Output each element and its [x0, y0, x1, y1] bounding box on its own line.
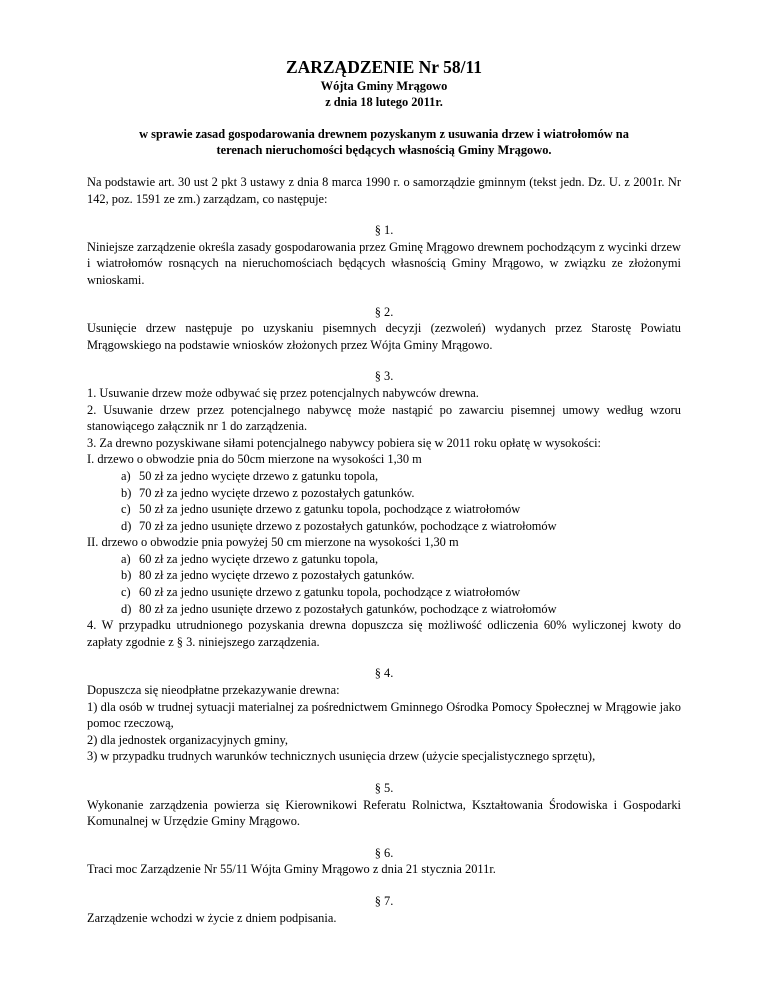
group-1-title: I. drzewo o obwodzie pnia do 50cm mierzone na wysokości 1,30 m	[87, 452, 422, 467]
section-3-point-1: 1. Usuwanie drzew może odbywać się przez potencjalnych nabywców drewna.	[87, 385, 479, 400]
section-1-text: Niniejsze zarządzenie określa zasady gospodarowania przez Gminę Mrągowo drewnem pochodzącym z wycinki drzew i wiatrołomów rosnących na nieruchomościach będących własnością Gminy Mrągowo, w związku ze złożonymi wnioskami.	[87, 239, 681, 287]
section-6-text: Traci moc Zarządzenie Nr 55/11 Wójta Gminy Mrągowo z dnia 21 stycznia 2011r.	[87, 862, 496, 877]
section-5-text: Wykonanie zarządzenia powierza się Kierownikowi Referatu Rolnictwa, Kształtowania Środowiska i Gospodarki Komunalnej w Urzędzie Gminy Mrągowo.	[87, 797, 681, 829]
group-1-item: d) 70 zł za jedno usunięte drzewo z pozostałych gatunków, pochodzące z wiatrołomów	[121, 518, 557, 533]
group-2-item: b) 80 zł za jedno wycięte drzewo z pozostałych gatunków.	[121, 568, 415, 583]
section-7-heading: § 7.	[374, 893, 394, 908]
preamble: Na podstawie art. 30 ust 2 pkt 3 ustawy z dnia 8 marca 1990 r. o samorządzie gminnym (tekst jedn. Dz. U. z 2001r. Nr 142, poz. 1591 ze zm.) zarządzam, co następuje:	[87, 175, 681, 206]
group-1-item: a) 50 zł za jedno wycięte drzewo z gatunku topola,	[121, 468, 379, 483]
group-1-item: c) 50 zł za jedno usunięte drzewo z gatunku topola, pochodzące z wiatrołomów	[121, 502, 521, 517]
document-date: z dnia 18 lutego 2011r.	[325, 95, 443, 109]
section-4-item-1: 1) dla osób w trudnej sytuacji materialnej za pośrednictwem Gminnego Ośrodka Pomocy Społecznej w Mrągowie jako pomoc rzeczową,	[87, 699, 681, 731]
section-4-item-2: 2) dla jednostek organizacyjnych gminy,	[87, 732, 288, 747]
section-2-text: Usunięcie drzew następuje po uzyskaniu pisemnych decyzji (zezwoleń) wydanych przez Starostę Powiatu Mrągowskiego na podstawie wniosków złożonych przez Wójta Gminy Mrągowo.	[87, 321, 681, 352]
group-2-item: c) 60 zł za jedno usunięte drzewo z gatunku topola, pochodzące z wiatrołomów	[121, 585, 521, 600]
section-3-point-3: 3. Za drewno pozyskiwane siłami potencjalnego nabywcy pobiera się w 2011 roku opłatę w wysokości:	[87, 435, 601, 450]
section-1-heading: § 1.	[374, 223, 394, 238]
subject-line-2: terenach nieruchomości będących własnością Gminy Mrągowo.	[216, 143, 552, 157]
section-4-item-3: 3) w przypadku trudnych warunków technicznych usunięcia drzew (użycie specjalistycznego sprzętu),	[87, 749, 596, 764]
section-7-text: Zarządzenie wchodzi w życie z dniem podpisania.	[87, 910, 337, 925]
group-2-title: II. drzewo o obwodzie pnia powyżej 50 cm mierzone na wysokości 1,30 m	[87, 535, 459, 550]
section-3-point-2: 2. Usuwanie drzew przez potencjalnego nabywcę może nastąpić po zawarciu pisemnej umowy według wzoru stanowiącego załącznik nr 1 do zarządzenia.	[87, 402, 681, 434]
section-2-heading: § 2.	[374, 304, 394, 319]
section-5-heading: § 5.	[374, 781, 394, 795]
section-6-heading: § 6.	[374, 845, 394, 860]
section-4-intro: Dopuszcza się nieodpłatne przekazywanie drewna:	[87, 683, 340, 698]
section-4-heading: § 4.	[374, 666, 394, 681]
section-3-point-4: 4. W przypadku utrudnionego pozyskania drewna dopuszcza się możliwość odliczenia 60% wyliczonej kwoty do zapłaty zgodnie z § 3. niniejszego zarządzenia.	[87, 618, 681, 649]
group-2-item: d) 80 zł za jedno usunięte drzewo z pozostałych gatunków, pochodzące z wiatrołomów	[121, 601, 557, 616]
subject-line-1: w sprawie zasad gospodarowania drewnem pozyskanym z usuwania drzew i wiatrołomów na	[139, 127, 629, 141]
group-1-item: b) 70 zł za jedno wycięte drzewo z pozostałych gatunków.	[121, 485, 415, 500]
document-title: ZARZĄDZENIE Nr 58/11	[285, 57, 483, 77]
issuer: Wójta Gminy Mrągowo	[320, 79, 448, 93]
document-page	[87, 56, 681, 926]
section-3-heading: § 3.	[374, 369, 394, 384]
group-2-item: a) 60 zł za jedno wycięte drzewo z gatunku topola,	[121, 551, 379, 566]
